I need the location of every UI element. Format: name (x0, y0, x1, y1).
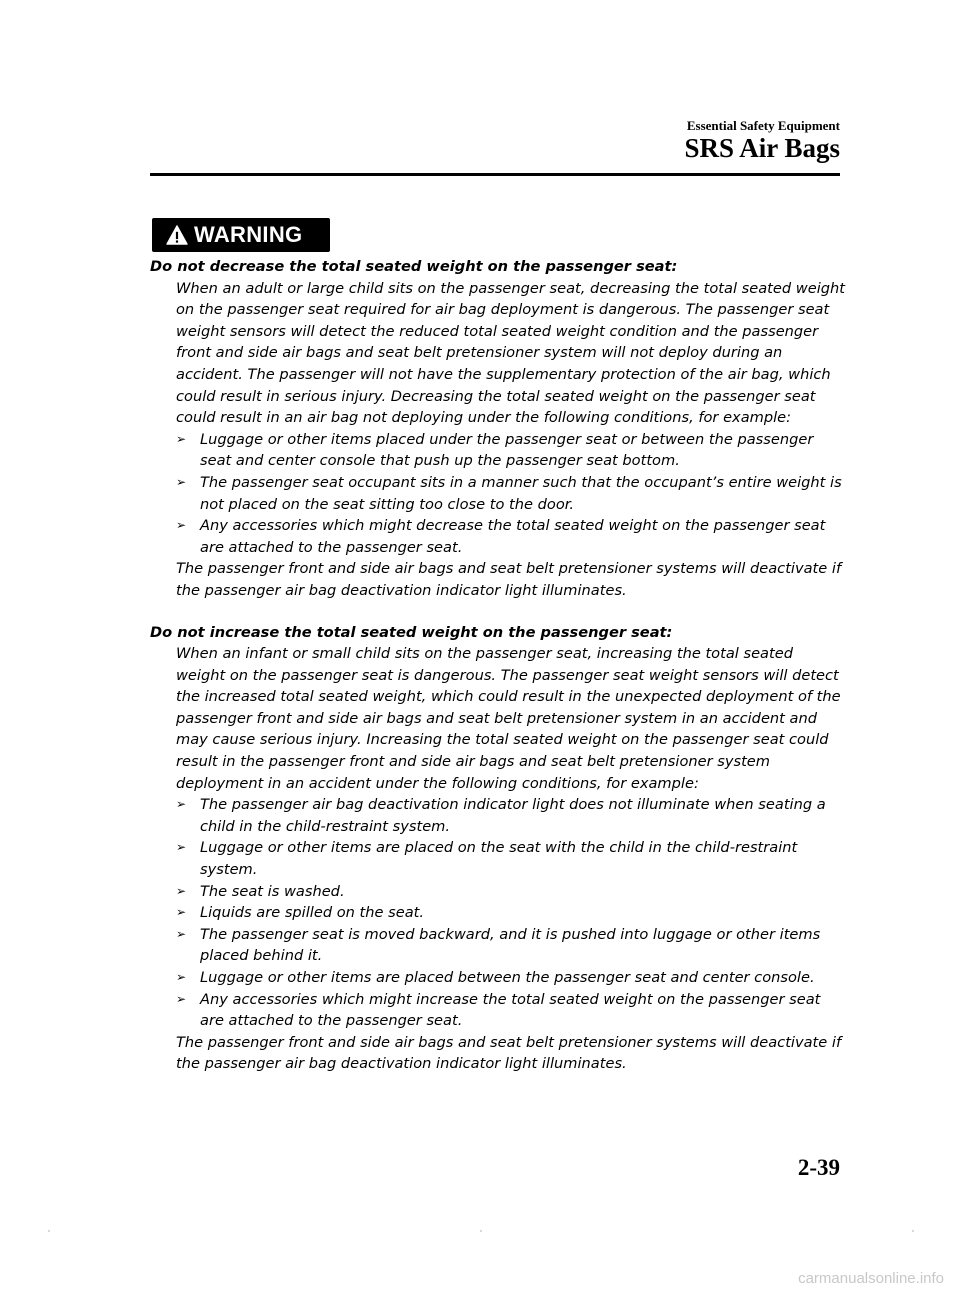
list-item: ➢ Luggage or other items are placed on the seat with the child in the child-restraint system. (176, 839, 798, 879)
block-heading: Do not increase the total seated weight on the passenger seat: (150, 623, 673, 641)
bullet-arrow-icon: ➢ (176, 970, 187, 984)
warning-block-increase (150, 622, 845, 1075)
bullet-arrow-icon: ➢ (176, 797, 187, 812)
block-intro: When an adult or large child sits on the passenger seat, decreasing the total seated weight on the passenger seat required for air bag deployment is dangerous. The passenger seat weight sensors will detect the reduced total seated weight condition and the passenger front and side air bags and seat belt pretensioner system will not deploy during an accident. The passenger will not have the supplementary protection of the air bag, which could result in serious injury. Decreasing the total seated weight on the passenger seat could result in an air bag not deploying under the following conditions, for example: (176, 279, 845, 427)
list-item: ➢ Luggage or other items are placed between the passenger seat and center console. (176, 967, 845, 989)
bullet-arrow-icon: ➢ (176, 991, 187, 1006)
warning-block-decrease (150, 256, 845, 602)
list-item: ➢ The seat is washed. (176, 881, 845, 903)
warning-triangle-icon (166, 225, 188, 245)
bullet-arrow-icon: ➢ (176, 926, 187, 941)
block-closing: The passenger front and side air bags and seat belt pretensioner systems will deactivate if the passenger air bag deactivation indicator light illuminates. (176, 1033, 842, 1073)
warning-badge (152, 218, 330, 252)
bullet-arrow-icon: ➢ (176, 474, 187, 489)
crop-mark (48, 1230, 50, 1232)
list-item: ➢ Liquids are spilled on the seat. (176, 902, 845, 924)
page-title: SRS Air Bags (684, 133, 840, 163)
bullet-list (150, 794, 845, 1032)
bullet-arrow-icon: ➢ (176, 840, 187, 855)
list-item: ➢ Any accessories which might increase the total seated weight on the passenger seat are attached to the passenger seat. (176, 990, 821, 1030)
bullet-arrow-icon: ➢ (176, 883, 187, 898)
section-label: Essential Safety Equipment (686, 118, 840, 133)
block-closing: The passenger front and side air bags and seat belt pretensioner systems will deactivate if the passenger air bag deactivation indicator light illuminates. (176, 560, 842, 599)
watermark[interactable]: carmanualsonline.info (798, 1270, 944, 1287)
block-heading: Do not decrease the total seated weight on the passenger seat: (150, 258, 678, 275)
warning-label: WARNING (194, 222, 303, 247)
crop-mark (480, 1230, 482, 1232)
crop-mark (912, 1230, 914, 1232)
bullet-arrow-icon: ➢ (176, 905, 187, 920)
list-item: ➢ The passenger seat occupant sits in a manner such that the occupant’s entire weight is not placed on the seat sitting too close to the door. (176, 473, 842, 513)
warning-content (150, 256, 845, 1075)
list-item: ➢ Luggage or other items placed under the passenger seat or between the passenger seat and center console that push up the passenger seat bottom. (176, 430, 814, 470)
bullet-list (150, 429, 845, 559)
page-number: 2-39 (797, 1155, 840, 1180)
block-intro: When an infant or small child sits on the passenger seat, increasing the total seated weight on the passenger seat is dangerous. The passenger seat weight sensors will detect the increased total seated weight, which could result in the unexpected deployment of the passenger front and side air bags and seat belt pretensioner system in an accident and may cause serious injury. Increasing the total seated weight on the passenger seat could result in the passenger front and side air bags and seat belt pretensioner system deployment in an accident under the following conditions, for example: (176, 645, 841, 792)
list-item: ➢ The passenger air bag deactivation indicator light does not illuminate when seating a child in the child-restraint system. (176, 796, 826, 835)
list-item: ➢ The passenger seat is moved backward, and it is pushed into luggage or other items placed behind it. (176, 925, 821, 965)
list-item: ➢ Any accessories which might decrease the total seated weight on the passenger seat are attached to the passenger seat. (176, 517, 826, 556)
bullet-arrow-icon: ➢ (176, 518, 187, 533)
bullet-arrow-icon: ➢ (176, 431, 187, 446)
header-rule (150, 173, 840, 176)
